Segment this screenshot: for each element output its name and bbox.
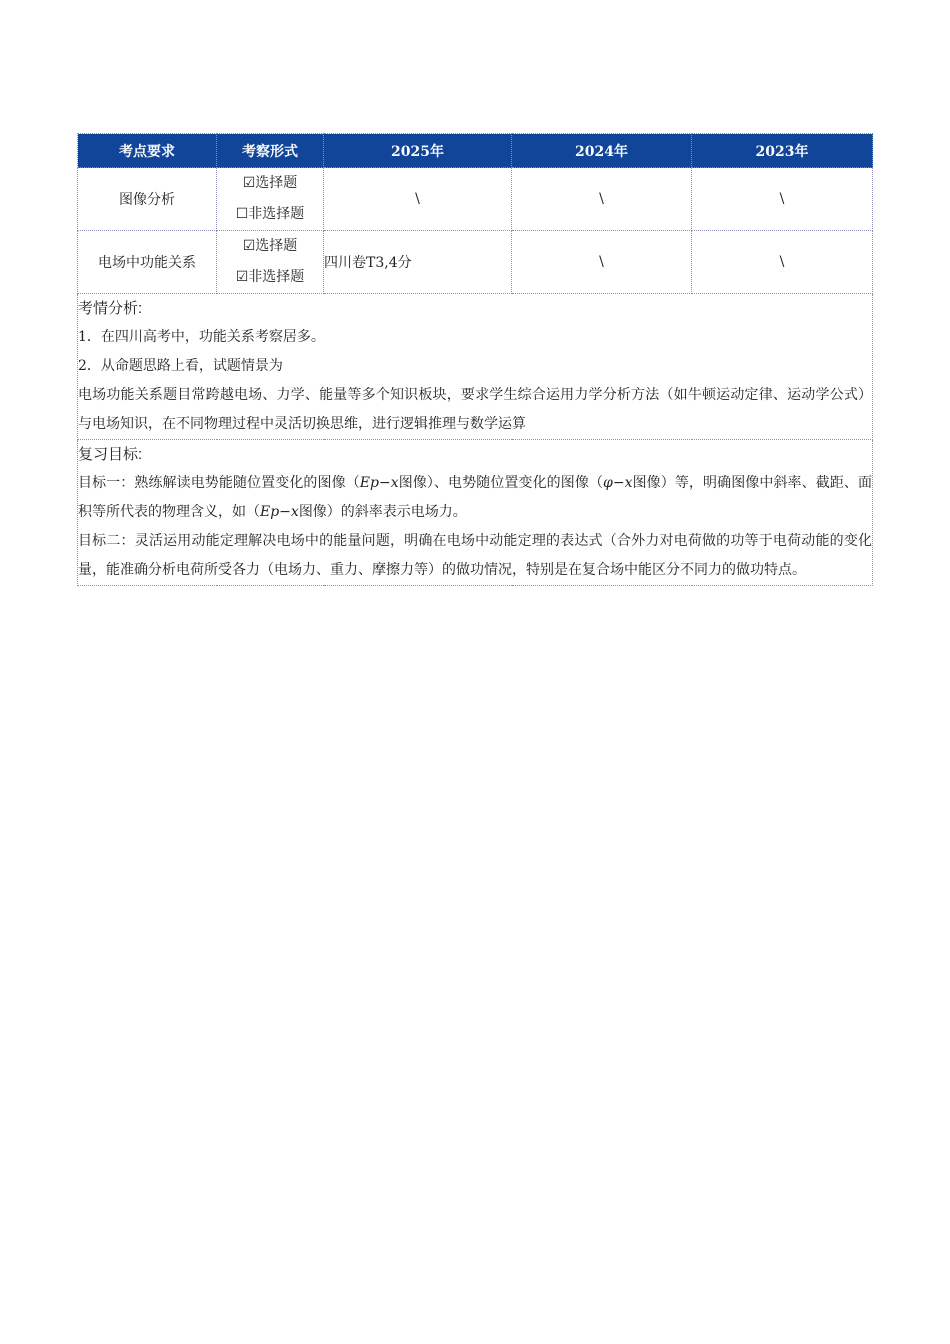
goals-section [78, 440, 873, 586]
topic-cell: 电场中功能关系 [78, 231, 217, 294]
table-row [78, 168, 873, 231]
year-2025-cell: 四川卷T3,4分 [324, 231, 512, 294]
header-row [78, 134, 873, 168]
year-2023-cell: \ [692, 168, 873, 231]
form-option: ☑非选择题 [235, 269, 305, 285]
checked-checkbox-icon: ☑ [242, 238, 256, 254]
header-2023: 2023年 [692, 134, 873, 168]
empty-checkbox-icon: ☐ [235, 206, 249, 222]
header-2024: 2024年 [512, 134, 692, 168]
table-row [78, 231, 873, 294]
goals-title: 复习目标: [78, 446, 143, 463]
year-2023-cell: \ [692, 231, 873, 294]
exam-table [77, 133, 873, 586]
analysis-item: 2．从命题思路上看，试题情景为 [78, 358, 283, 374]
analysis-title: 考情分析: [78, 300, 143, 317]
math-expression: Ep−x [359, 475, 399, 491]
form-cell [217, 168, 324, 231]
math-expression: φ−x [603, 475, 633, 491]
goal-two: 目标二：灵活运用动能定理解决电场中的能量问题，明确在电场中动能定理的表达式（合外力对电荷做的功等于电荷动能的变化量，能准确分析电荷所受各力（电场力、重力、摩擦力等）的做功情况，特别是在复合场中能区分不同力的做功特点。 [78, 533, 872, 578]
form-option: ☐非选择题 [235, 206, 305, 222]
topic-cell: 图像分析 [78, 168, 217, 231]
checked-checkbox-icon: ☑ [235, 269, 249, 285]
header-2025: 2025年 [324, 134, 512, 168]
year-2025-cell: \ [324, 168, 512, 231]
analysis-row [78, 294, 873, 440]
form-option: ☑选择题 [242, 238, 298, 254]
form-cell [217, 231, 324, 294]
math-expression: Ep−x [260, 504, 299, 520]
goal-one: 目标一：熟练解读电势能随位置变化的图像（Ep−x图像）、电势随位置变化的图像（φ−x图像）等，明确图像中斜率、截距、面积等所代表的物理含义，如（Ep−x图像）的斜率表示电场力。 [78, 475, 873, 520]
analysis-item: 1．在四川高考中，功能关系考察居多。 [78, 329, 325, 345]
analysis-section [78, 294, 873, 440]
header-topic: 考点要求 [78, 134, 217, 168]
year-2024-cell: \ [512, 231, 692, 294]
goals-row [78, 440, 873, 586]
year-2024-cell: \ [512, 168, 692, 231]
analysis-item: 电场功能关系题目常跨越电场、力学、能量等多个知识板块，要求学生综合运用力学分析方法（如牛顿运动定律、运动学公式）与电场知识，在不同物理过程中灵活切换思维，进行逻辑推理与数学运算 [78, 387, 872, 432]
form-option: ☑选择题 [242, 175, 298, 191]
checked-checkbox-icon: ☑ [242, 175, 256, 191]
header-form: 考察形式 [217, 134, 324, 168]
